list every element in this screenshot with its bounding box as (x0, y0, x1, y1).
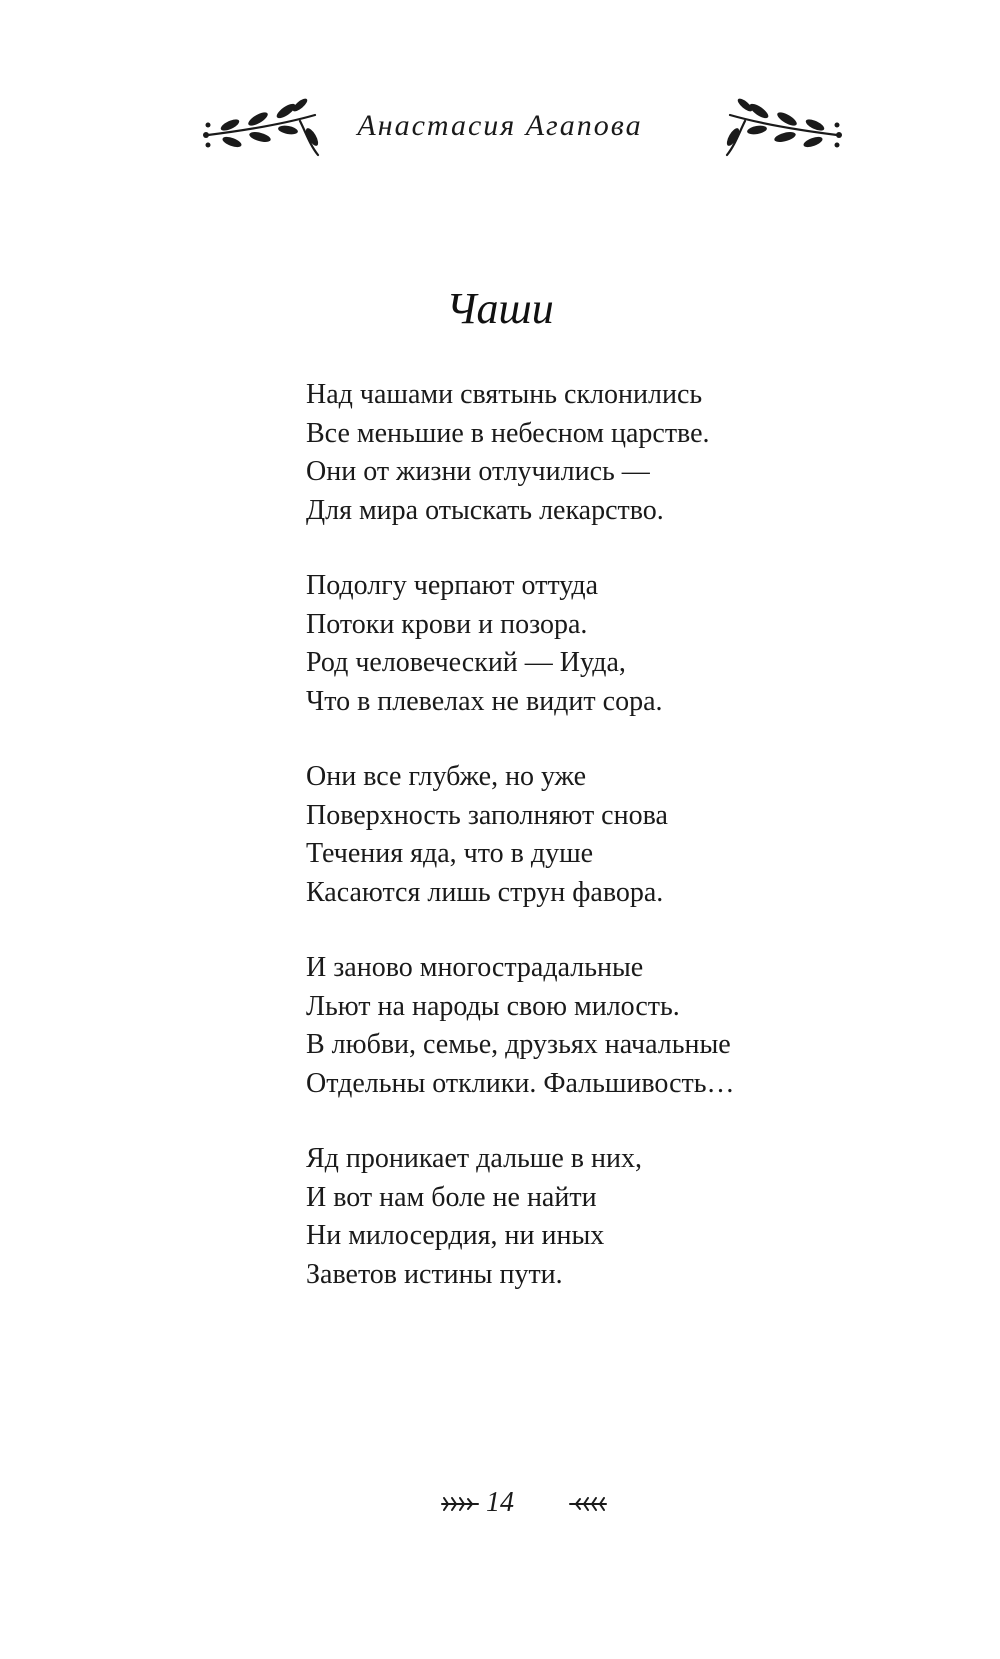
poem-line: Что в плевелах не видит сора. (306, 685, 663, 717)
stanza (306, 1140, 866, 1294)
poem-line: И вот нам боле не найти (306, 1181, 597, 1213)
poem-line: Они все глубже, но уже (306, 761, 587, 792)
poem-line: Отдельны отклики. Фальшивость… (306, 1067, 735, 1099)
poem-line: Яд проникает дальше в них, (306, 1143, 642, 1174)
poem-line: Течения яда, что в душе (306, 838, 594, 869)
poem-line: В любви, семье, друзьях начальные (306, 1029, 731, 1060)
poem-line: Для мира отыскать лекарство. (306, 494, 664, 526)
poem-body (306, 376, 866, 1331)
poem-line: Поверхность заполняют снова (306, 799, 668, 831)
poem-line: Подолгу черпают оттуда (306, 570, 599, 601)
poem-line: Все меньшие в небесном царстве. (306, 417, 710, 449)
poem-line: И заново многострадальные (306, 952, 644, 983)
stanza (306, 758, 866, 912)
stanza (306, 376, 866, 530)
poem-line: Льют на народы свою милость. (306, 990, 680, 1022)
running-header (0, 95, 1000, 175)
laurel-branch-icon (715, 97, 845, 167)
page-footer (0, 1487, 1000, 1527)
poem-line: Заветов истины пути. (306, 1258, 563, 1290)
stanza (306, 949, 866, 1103)
poem-title: Чаши (446, 284, 554, 333)
stanza (306, 567, 866, 721)
poem-line: Ни милосердия, ни иных (306, 1220, 605, 1251)
sprig-icon (568, 1495, 608, 1513)
poem-line: Над чашами святынь склонились (306, 379, 703, 410)
page-number: 14 (486, 1487, 514, 1518)
header-author: Анастасия Агапова (357, 109, 643, 142)
poem-line: Они от жизни отлучились — (306, 456, 650, 487)
poem-line: Касаются лишь струн фавора. (306, 876, 664, 908)
poem-line: Потоки крови и позора. (306, 608, 588, 640)
poem-line: Род человеческий — Иуда, (306, 647, 626, 678)
